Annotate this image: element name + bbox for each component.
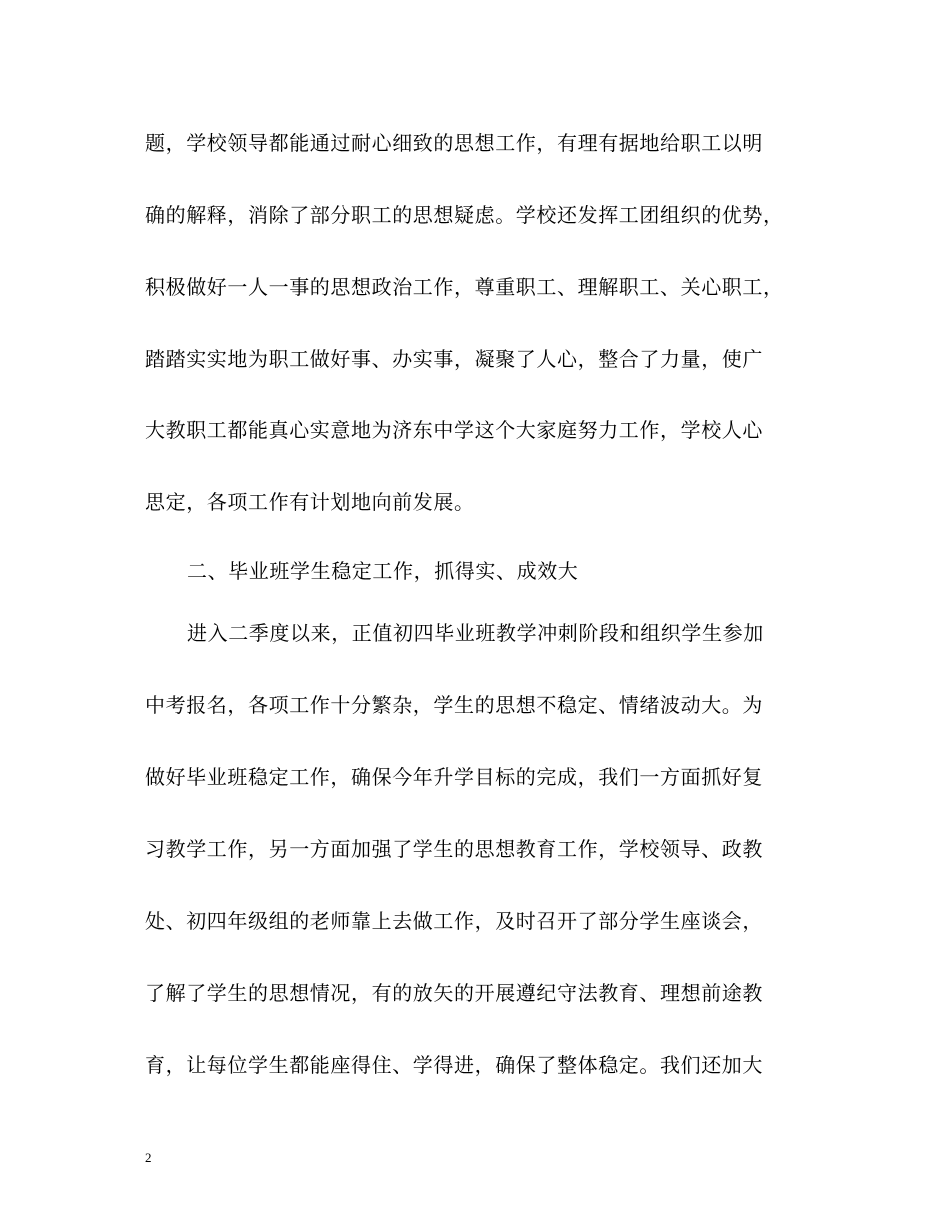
body-text-line: 题，学校领导都能通过耐心细致的思想工作，有理有据地给职工以明 — [145, 131, 763, 155]
body-text-line: 踏踏实实地为职工做好事、办实事，凝聚了人心，整合了力量，使广 — [145, 347, 763, 371]
body-text-line: 处、初四年级组的老师靠上去做工作，及时召开了部分学生座谈会， — [145, 909, 763, 933]
body-text-line: 积极做好一人一事的思想政治工作，尊重职工、理解职工、关心职工， — [145, 275, 784, 299]
body-text-line: 做好毕业班稳定工作，确保今年升学目标的完成，我们一方面抓好复 — [145, 765, 763, 789]
body-text-line: 了解了学生的思想情况，有的放矢的开展遵纪守法教育、理想前途教 — [145, 981, 763, 1005]
body-text-line: 中考报名，各项工作十分繁杂，学生的思想不稳定、情绪波动大。为 — [145, 693, 763, 717]
body-text-line: 育，让每位学生都能座得住、学得进，确保了整体稳定。我们还加大 — [145, 1053, 763, 1077]
body-text-line: 确的解释，消除了部分职工的思想疑虑。学校还发挥工团组织的优势， — [145, 203, 784, 227]
body-text-line: 思定，各项工作有计划地向前发展。 — [145, 490, 475, 514]
body-text-line: 习教学工作，另一方面加强了学生的思想教育工作，学校领导、政教 — [145, 837, 763, 861]
body-text-line: 大教职工都能真心实意地为济东中学这个大家庭努力工作，学校人心 — [145, 418, 763, 442]
paragraph-first-line: 进入二季度以来，正值初四毕业班教学冲刺阶段和组织学生参加 — [187, 621, 764, 645]
section-heading: 二、毕业班学生稳定工作，抓得实、成效大 — [187, 559, 579, 583]
page-number: 2 — [145, 1150, 152, 1165]
